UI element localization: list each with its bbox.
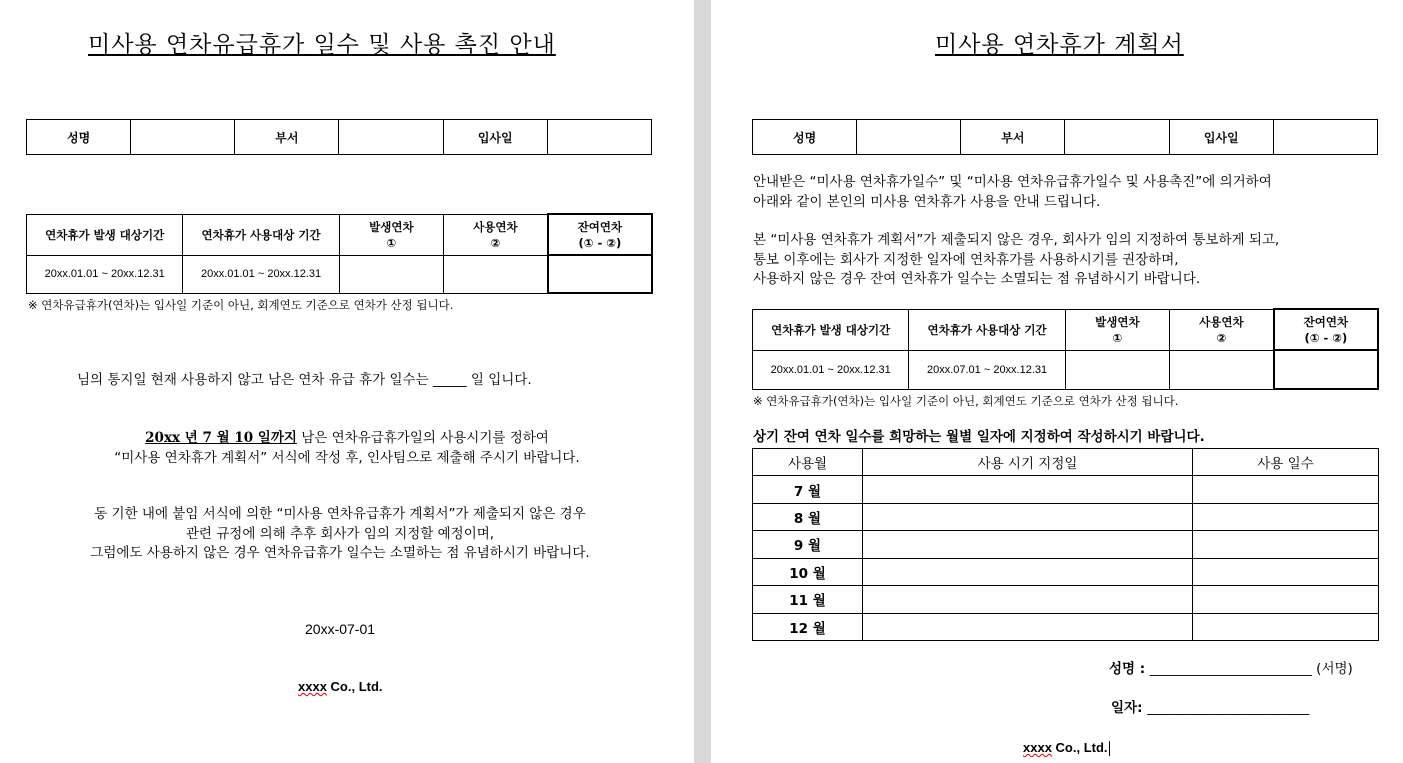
company-name: xxxx Co., Ltd. <box>298 679 383 694</box>
remaining-leave-value[interactable] <box>1274 350 1378 389</box>
header-remaining-leave: 잔여연차 (① - ②) <box>548 214 652 255</box>
designated-dates-cell[interactable] <box>863 531 1193 558</box>
company-name: xxxx Co., Ltd. <box>1023 740 1108 755</box>
fiscal-year-note: ※ 연차유급휴가(연차)는 입사일 기준이 아닌, 회계연도 기준으로 연차가 산정 됩니다. <box>28 298 454 312</box>
employee-info-table <box>26 119 652 155</box>
header-remaining-leave: 잔여연차 (① - ②) <box>1274 309 1378 350</box>
accrued-leave-value[interactable] <box>339 255 443 293</box>
department-value[interactable] <box>1065 120 1169 155</box>
header-used-leave: 사용연차 ② <box>1170 309 1274 350</box>
leave-summary-table <box>752 308 1379 390</box>
header-accrued-leave: 발생연차 ① <box>339 214 443 255</box>
table-row <box>753 613 1379 640</box>
header-accrual-period: 연차휴가 발생 대상기간 <box>27 214 183 255</box>
intro-paragraph: 안내받은 “미사용 연차휴가일수” 및 “미사용 연차유급휴가일수 및 사용촉진”에 의거하여 아래와 같이 본인의 미사용 연차휴가 사용을 안내 드립니다. <box>753 174 1272 210</box>
days-used-cell[interactable] <box>1193 476 1379 503</box>
month-label: 7 월 <box>753 476 863 503</box>
month-label: 9 월 <box>753 531 863 558</box>
header-month: 사용월 <box>753 449 863 476</box>
hire-date-label: 입사일 <box>1169 120 1273 155</box>
department-label: 부서 <box>961 120 1065 155</box>
usage-period-value: 20xx.07.01 ~ 20xx.12.31 <box>909 350 1065 389</box>
days-used-cell[interactable] <box>1193 531 1379 558</box>
page-left <box>0 0 694 763</box>
warning-paragraph: 본 “미사용 연차휴가 계획서”가 제출되지 않은 경우, 회사가 임의 지정하여 통보하게 되고, 통보 이후에는 회사가 지정한 일자에 연차휴가를 사용하시기를 권장하며, 사용하지 않은 경우 잔여 연차휴가 일수는 소멸되는 점 유념하시기 바랍니다. <box>753 232 1280 287</box>
employee-info-table <box>752 119 1378 155</box>
plan-title: 미사용 연차휴가 계획서 <box>935 32 1184 58</box>
designated-dates-cell[interactable] <box>863 503 1193 530</box>
leave-summary-table <box>26 213 653 294</box>
designated-dates-cell[interactable] <box>863 476 1193 503</box>
header-accrued-leave: 발생연차 ① <box>1065 309 1169 350</box>
page-title: 미사용 연차유급휴가 일수 및 사용 촉진 안내 <box>88 32 556 58</box>
department-label: 부서 <box>235 120 339 155</box>
forfeit-paragraph: 동 기한 내에 붙임 서식에 의한 “미사용 연차유급휴가 계획서”가 제출되지 않은 경우 관련 규정에 의해 추후 회사가 임의 지정할 예정이며, 그럼에도 사용하지 않은 경우 연차유급휴가 일수는 소멸하는 점 유념하시기 바랍니다. <box>90 506 590 561</box>
used-leave-value[interactable] <box>444 255 548 293</box>
hire-date-value[interactable] <box>1273 120 1377 155</box>
month-label: 10 월 <box>753 558 863 585</box>
deadline-date: 20xx 년 7 월 10 일까지 <box>145 430 297 446</box>
days-used-cell[interactable] <box>1193 586 1379 613</box>
table-row <box>753 476 1379 503</box>
signature-field[interactable]: ________________________ <box>1149 661 1312 677</box>
name-label: 성명 <box>753 120 857 155</box>
table-row <box>753 531 1379 558</box>
accrual-period-value: 20xx.01.01 ~ 20xx.12.31 <box>27 255 183 293</box>
table-row <box>753 586 1379 613</box>
signature-line: 성명 : ________________________ (서명) <box>1109 661 1353 677</box>
hire-date-label: 입사일 <box>443 120 547 155</box>
table-row <box>753 558 1379 585</box>
days-used-cell[interactable] <box>1193 503 1379 530</box>
days-used-cell[interactable] <box>1193 558 1379 585</box>
header-usage-period: 연차휴가 사용대상 기간 <box>183 214 339 255</box>
department-value[interactable] <box>339 120 443 155</box>
header-designated-dates: 사용 시기 지정일 <box>863 449 1193 476</box>
month-label: 8 월 <box>753 503 863 530</box>
accrued-leave-value[interactable] <box>1065 350 1169 389</box>
designated-dates-cell[interactable] <box>863 613 1193 640</box>
header-accrual-period: 연차휴가 발생 대상기간 <box>753 309 909 350</box>
notice-date: 20xx-07-01 <box>305 621 376 637</box>
usage-period-value: 20xx.01.01 ~ 20xx.12.31 <box>183 255 339 293</box>
hire-date-value[interactable] <box>547 120 651 155</box>
name-value[interactable] <box>857 120 961 155</box>
remaining-leave-value[interactable] <box>548 255 652 293</box>
deadline-paragraph: 20xx 년 7 월 10 일까지 남은 연차유급휴가일의 사용시기를 정하여 “미사용 연차휴가 계획서” 서식에 작성 후, 인사팀으로 제출해 주시기 바랍니다. <box>114 430 580 466</box>
remaining-days-paragraph: 님의 통지일 현재 사용하지 않고 남은 연차 유급 휴가 일수는 _____ 일 입니다. <box>77 372 532 388</box>
designated-dates-cell[interactable] <box>863 558 1193 585</box>
date-field[interactable]: ________________________ <box>1147 700 1310 716</box>
fiscal-year-note: ※ 연차유급휴가(연차)는 입사일 기준이 아닌, 회계연도 기준으로 연차가 산정 됩니다. <box>753 394 1179 408</box>
header-days-used: 사용 일수 <box>1193 449 1379 476</box>
page-right <box>711 0 1403 763</box>
accrual-period-value: 20xx.01.01 ~ 20xx.12.31 <box>753 350 909 389</box>
month-label: 12 월 <box>753 613 863 640</box>
designated-dates-cell[interactable] <box>863 586 1193 613</box>
name-label: 성명 <box>27 120 131 155</box>
header-usage-period: 연차휴가 사용대상 기간 <box>909 309 1065 350</box>
name-value[interactable] <box>131 120 235 155</box>
text-cursor <box>1109 741 1110 756</box>
date-line: 일자: ________________________ <box>1111 700 1310 716</box>
table-row <box>753 503 1379 530</box>
month-label: 11 월 <box>753 586 863 613</box>
monthly-plan-table <box>752 448 1379 641</box>
plan-instruction: 상기 잔여 연차 일수를 희망하는 월별 일자에 지정하여 작성하시기 바랍니다. <box>753 429 1205 445</box>
used-leave-value[interactable] <box>1170 350 1274 389</box>
days-used-cell[interactable] <box>1193 613 1379 640</box>
header-used-leave: 사용연차 ② <box>444 214 548 255</box>
